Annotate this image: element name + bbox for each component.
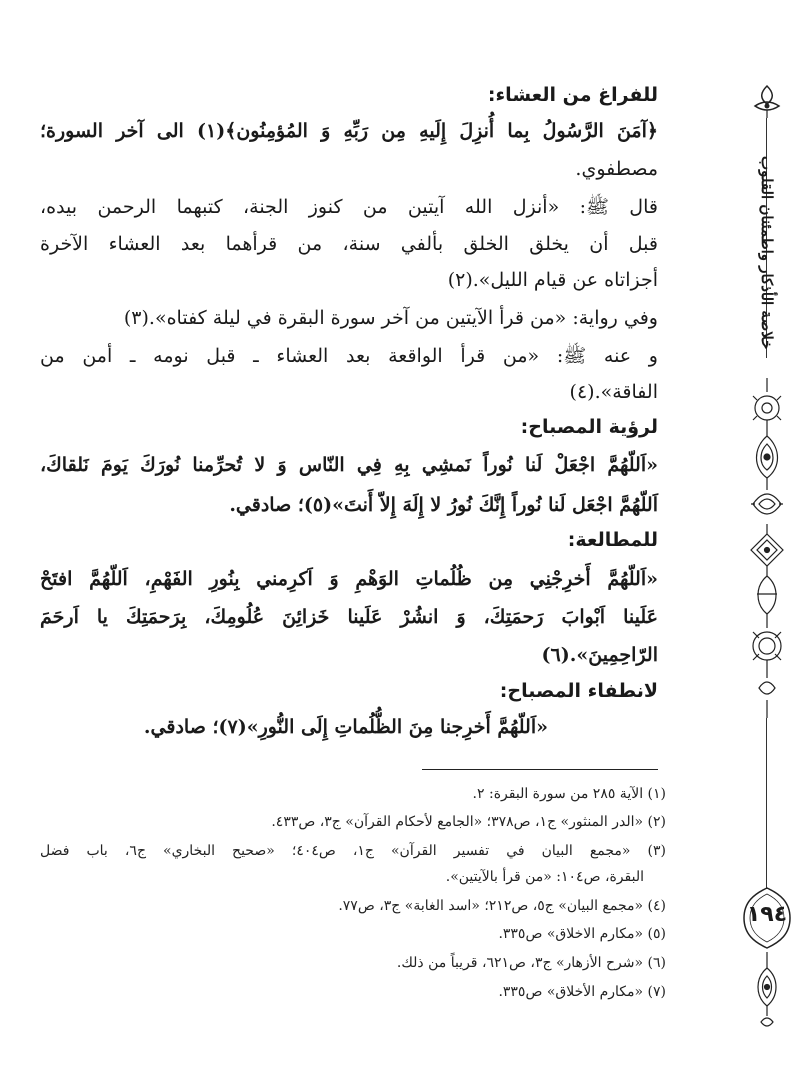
running-head xyxy=(745,138,789,368)
footnote-7: (٧) «مكارم الأخلاق» ص٣٣٥. xyxy=(498,984,666,1000)
floral-chain-ornament xyxy=(749,378,785,718)
footnote-4: (٤) «مجمع البيان» ج٥، ص٢١٢؛ «اسد الغابة» ج٣، ص٧٧. xyxy=(338,898,666,914)
isha-line-7: و عنه ﷺ: «من قرأ الواقعة بعد العشاء ـ قبل نومه ـ أمن من xyxy=(40,345,658,367)
lamp-line-2: اَللّهُمَّ اجْعَل لَنا نُوراً إِنَّكَ نُورُ لا إِلَهَ إِلاّ أَنتَ»(٥)؛ صادقي. xyxy=(229,494,658,516)
isha-line-3: قال ﷺ: «أنزل الله آيتين من كنوز الجنة، كتبهما الرحمن بيده، xyxy=(40,196,658,218)
footnote-separator xyxy=(422,769,658,770)
top-finial-ornament xyxy=(749,84,785,118)
running-head-text: خلاصة الأذكار واطمئنان القلوب xyxy=(758,156,776,350)
isha-line-6: وفي رواية: «من قرأ الآيتين من آخر سورة البقرة في ليلة كفتاه».(٣) xyxy=(123,307,658,329)
isha-line-5: أجزاتاه عن قيام الليل».(٢) xyxy=(447,269,658,291)
lamp-line-1: «اَللّهُمَّ اجْعَلْ لَنا نُوراً نَمشِي بِهِ فِي النّاس وَ لا تُحرِّمنا نُورَكَ يَومَ نَلقاكَ، xyxy=(40,454,658,476)
footnote-2: (٢) «الدر المنثور» ج١، ص٣٧٨؛ «الجامع لأحكام القرآن» ج٣، ص٤٣٣. xyxy=(271,814,666,830)
section-heading-lamp-off: لانطفاء المصباح: xyxy=(499,680,658,702)
lamp-off-line-1 xyxy=(40,712,658,742)
margin-rule-bottom xyxy=(766,718,767,888)
isha-line-2: مصطفوي. xyxy=(575,158,658,180)
footnote-5: (٥) «مكارم الاخلاق» ص٣٣٥. xyxy=(498,926,666,942)
page-number-badge xyxy=(740,886,794,950)
study-line-2: عَلَينا اَبْوابَ رَحمَتِكَ، وَ انشُرْ عَلَينا خَزائِنَ عُلُومِكَ، بِرَحمَتِكَ يا اَرحَمَ xyxy=(40,606,658,628)
isha-line-4: قبل أن يخلق الخلق بألفي سنة، من قرأهما بعد العشاء الآخرة xyxy=(40,233,658,255)
margin-ornament-column xyxy=(743,78,791,1038)
section-heading-isha: للفراغ من العشاء: xyxy=(487,84,658,106)
section-heading-lamp: لرؤية المصباح: xyxy=(520,416,658,438)
lamp-off-line-1-text: «اَللّهُمَّ أَخرِجنا مِنَ الظُّلُماتِ إِلَى النُّورِ»(٧)؛ صادقي. xyxy=(143,716,548,738)
section-heading-study: للمطالعة: xyxy=(567,529,658,551)
footnote-3: (٣) «مجمع البيان في تفسير القرآن» ج١، ص٤٠٤؛ «صحيح البخاري» ج٦، باب فضل xyxy=(40,843,666,859)
bottom-finial-ornament xyxy=(749,952,785,1032)
page-number: ١٩٤ xyxy=(746,902,788,927)
isha-line-8: الفاقة».(٤) xyxy=(569,381,658,403)
isha-line-1: ﴿آمَنَ الرَّسُولُ بِما أُنزِلَ إِلَيهِ مِن رَبِّهِ وَ المُؤمِنُون﴾(١) الى آخر السورة؛ xyxy=(40,120,658,142)
study-line-3: الرّاحِمِينَ».(٦) xyxy=(541,644,658,666)
study-line-1: «اَللّهُمَّ أَخرِجْنِي مِن ظُلُماتِ الوَهْمِ وَ اَكرِمني بِنُورِ الفَهْمِ، اَللّهُمَّ افتَحْ xyxy=(40,568,658,590)
footnote-3-cont: البقرة، ص١٠٤: «من قرأ بالآيتين». xyxy=(445,869,644,885)
footnote-6: (٦) «شرح الأزهار» ج٣، ص٦٢١، قريباً من ذلك. xyxy=(396,955,666,971)
footnote-1: (١) الآية ٢٨٥ من سورة البقرة: ٢. xyxy=(472,786,666,802)
